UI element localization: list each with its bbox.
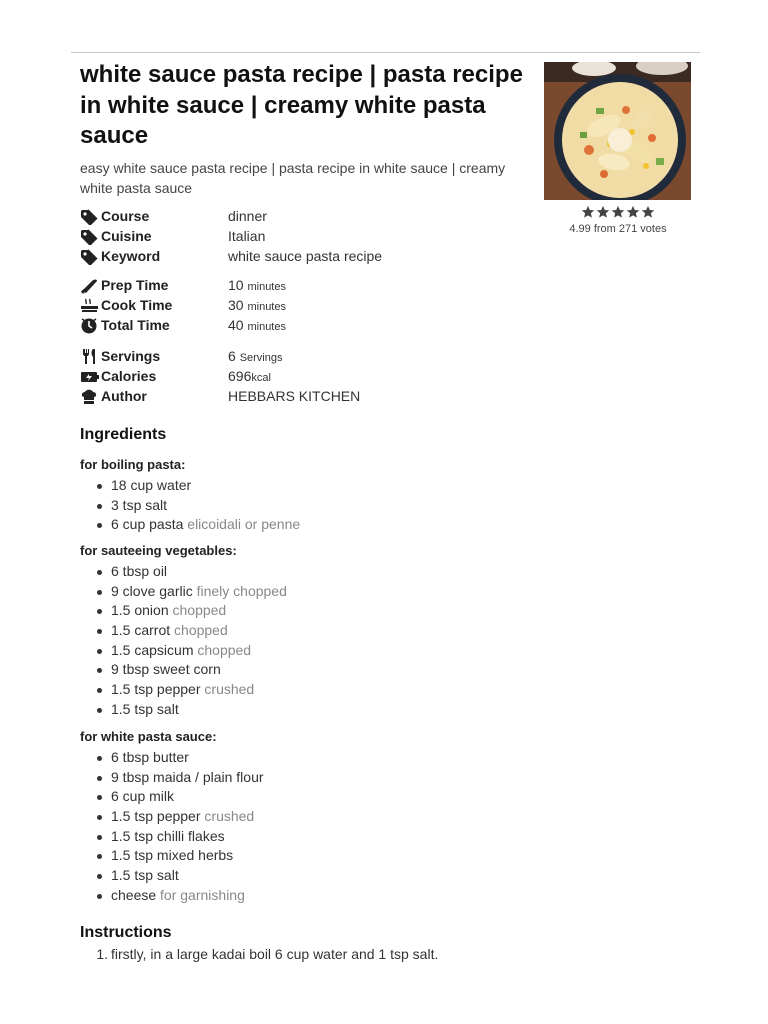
ingredient-item [80, 641, 500, 661]
top-divider [71, 52, 700, 53]
meta-label: Servings [101, 348, 161, 364]
ingredient-text: 1.5 onion [111, 602, 169, 619]
ingredient-item [80, 886, 500, 906]
ingredient-note: for garnishing [160, 886, 245, 903]
meta-row-servings [80, 346, 500, 366]
meta-group [80, 206, 500, 266]
ingredient-text: 1.5 tsp pepper [111, 681, 201, 698]
ingredient-text: 9 tbsp maida / plain flour [111, 768, 264, 785]
meta-row-calories [80, 366, 500, 386]
meta-label: Author [101, 388, 147, 404]
meta-value [228, 386, 360, 406]
stove-icon [80, 297, 99, 313]
star-icon[interactable] [581, 205, 595, 219]
meta-row-prep-time [80, 275, 500, 295]
ingredient-note: chopped [172, 602, 227, 619]
ingredient-note: chopped [197, 641, 252, 658]
ingredient-item [80, 582, 500, 602]
battery-icon [80, 368, 99, 384]
meta-unit: kcal [251, 372, 271, 384]
ingredient-item [80, 680, 500, 700]
cutlery-icon [80, 348, 99, 364]
meta-label: Total Time [101, 317, 170, 333]
ingredient-note: chopped [174, 622, 228, 639]
ingredient-item [80, 748, 500, 768]
ingredients-heading: Ingredients [80, 426, 167, 443]
meta-value [228, 295, 286, 317]
meta-label: Calories [101, 368, 157, 384]
ingredient-item [80, 562, 500, 582]
clock-icon [80, 317, 99, 333]
chef-hat-icon [80, 388, 99, 404]
ingredient-item [80, 827, 500, 847]
meta-value [228, 206, 267, 226]
ingredient-note: elicoidali or penne [187, 516, 301, 533]
meta-unit: minutes [247, 281, 286, 293]
rating-stars[interactable] [560, 205, 676, 219]
ingredient-item [80, 601, 500, 621]
ingredient-text: 1.5 tsp mixed herbs [111, 847, 234, 864]
meta-value-text: 696 [228, 368, 252, 384]
tag-icon [80, 248, 99, 264]
meta-value [228, 226, 265, 246]
meta-value-text: 40 [228, 317, 248, 333]
meta-value [228, 366, 271, 388]
meta-row-cuisine [80, 226, 500, 246]
ingredient-text: cheese [111, 886, 157, 903]
recipe-photo [544, 62, 691, 200]
meta-value-text: 30 [228, 297, 248, 313]
recipe-title: white sauce pasta recipe | pasta recipe in white sauce | creamy white pasta sauce [80, 61, 523, 149]
star-icon[interactable] [641, 205, 655, 219]
recipe-summary: easy white sauce pasta recipe | pasta recipe in white sauce | creamy white pasta sauce [80, 160, 506, 196]
meta-unit: minutes [247, 301, 286, 313]
star-icon[interactable] [626, 205, 640, 219]
instructions-list [80, 944, 680, 964]
meta-value-text: white sauce pasta recipe [228, 248, 383, 264]
meta-label: Cook Time [101, 297, 173, 313]
meta-label: Course [101, 208, 150, 224]
rating-votes: 4.99 from 271 votes [569, 223, 667, 235]
ingredient-item [80, 496, 500, 516]
meta-unit: Servings [239, 352, 283, 364]
ingredient-text: 1.5 tsp salt [111, 867, 179, 884]
tag-icon [80, 228, 99, 244]
ingredient-text: 1.5 tsp chilli flakes [111, 827, 225, 844]
ingredient-item [80, 846, 500, 866]
meta-label: Keyword [101, 248, 161, 264]
meta-row-course [80, 206, 500, 226]
ingredient-note: crushed [204, 681, 255, 698]
ingredient-text: 6 cup pasta [111, 516, 184, 533]
meta-row-keyword [80, 246, 500, 266]
ingredient-item [80, 787, 500, 807]
ingredient-text: 9 clove garlic [111, 582, 193, 599]
ingredient-text: 1.5 tsp pepper [111, 808, 201, 825]
meta-row-author [80, 386, 500, 406]
instructions-heading: Instructions [80, 924, 172, 941]
ingredient-note: finely chopped [196, 582, 287, 599]
recipe-rating[interactable] [560, 205, 676, 235]
ingredient-group-heading: for white pasta sauce: [80, 729, 217, 744]
ingredient-item [80, 866, 500, 886]
ingredient-group [80, 456, 500, 535]
ingredient-group-heading: for sauteeing vegetables: [80, 543, 237, 558]
ingredient-text: 9 tbsp sweet corn [111, 661, 221, 678]
ingredient-text: 3 tsp salt [111, 496, 168, 513]
star-icon[interactable] [611, 205, 625, 219]
ingredient-item [80, 700, 500, 720]
ingredient-text: 1.5 tsp salt [111, 700, 179, 717]
meta-value-text: 6 [228, 348, 240, 364]
ingredient-group-heading: for boiling pasta: [80, 457, 186, 472]
instruction-number: 1. [96, 946, 108, 962]
ingredient-item [80, 807, 500, 827]
ingredient-text: 18 cup water [111, 477, 192, 493]
meta-value-text: Italian [228, 228, 266, 244]
instruction-step [80, 944, 680, 964]
ingredient-text: 6 tbsp oil [111, 563, 168, 579]
meta-value [228, 275, 286, 297]
ingredient-item [80, 768, 500, 788]
meta-row-total-time [80, 315, 500, 335]
ingredient-group [80, 728, 500, 906]
ingredient-text: 6 tbsp butter [111, 749, 189, 765]
meta-label: Prep Time [101, 277, 169, 293]
meta-value [228, 346, 282, 368]
ingredient-text: 1.5 capsicum [111, 641, 194, 658]
ingredient-item [80, 515, 500, 535]
star-icon[interactable] [596, 205, 610, 219]
knife-icon [80, 277, 99, 293]
ingredient-group [80, 542, 500, 720]
meta-value-text: HEBBARS KITCHEN [228, 388, 361, 404]
ingredient-item [80, 476, 500, 496]
meta-row-cook-time [80, 295, 500, 315]
tag-icon [80, 208, 99, 224]
ingredient-item [80, 621, 500, 641]
ingredient-text: 1.5 carrot [111, 622, 171, 639]
meta-value [228, 315, 286, 337]
instruction-text: firstly, in a large kadai boil 6 cup water and 1 tsp salt. [111, 946, 439, 962]
meta-label: Cuisine [101, 228, 152, 244]
meta-value-text: 10 [228, 277, 248, 293]
ingredient-note: crushed [204, 808, 255, 825]
ingredient-item [80, 660, 500, 680]
meta-value-text: dinner [228, 208, 267, 224]
meta-group [80, 275, 500, 335]
meta-unit: minutes [247, 321, 286, 333]
meta-group [80, 346, 500, 406]
pasta-photo-image [544, 62, 691, 200]
ingredient-text: 6 cup milk [111, 788, 175, 805]
meta-value [228, 246, 382, 266]
